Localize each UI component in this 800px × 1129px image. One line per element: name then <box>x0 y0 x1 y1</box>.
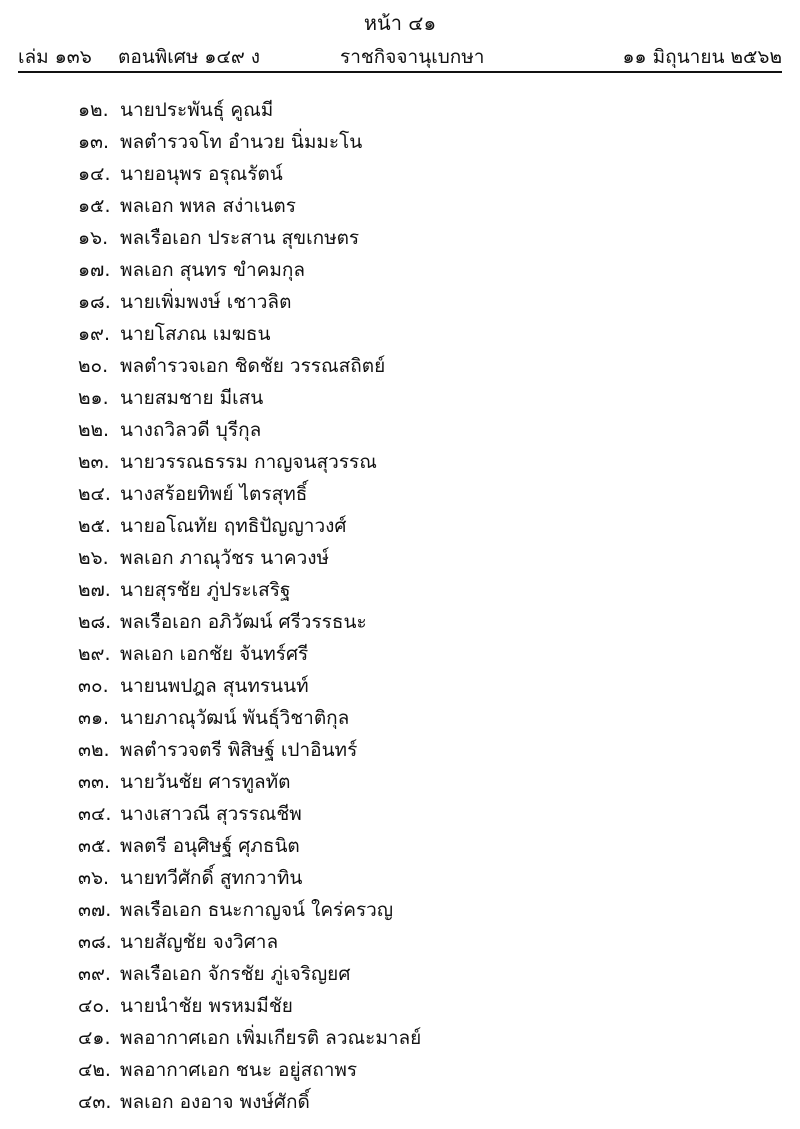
list-item <box>78 830 768 862</box>
list-item <box>78 478 768 510</box>
item-number: ๒๗. <box>78 579 111 601</box>
item-number: ๔๓. <box>78 1091 112 1113</box>
item-name: นายประพันธุ์ คูณมี <box>120 99 274 121</box>
item-name: นายวันชัย ศารทูลทัต <box>120 771 291 793</box>
list-item <box>78 254 768 286</box>
item-number: ๒๐. <box>78 355 109 377</box>
list-item <box>78 574 768 606</box>
item-number: ๓๓. <box>78 771 111 793</box>
item-name: พลตำรวจตรี พิสิษฐ์ เปาอินทร์ <box>120 739 358 761</box>
item-number: ๑๘. <box>78 291 111 313</box>
name-list <box>78 94 768 1118</box>
item-number: ๒๒. <box>78 419 110 441</box>
item-number: ๓๘. <box>78 931 112 953</box>
item-name: พลเอก ภาณุวัชร นาควงษ์ <box>120 547 330 569</box>
item-number: ๓๕. <box>78 835 112 857</box>
item-number: ๓๗. <box>78 899 112 921</box>
item-name: นายสัญชัย จงวิศาล <box>120 931 279 953</box>
volume-label: เล่ม ๑๓๖ <box>18 46 92 68</box>
item-number: ๒๘. <box>78 611 112 633</box>
item-name: นายนพปฎล สุนทรนนท์ <box>120 675 309 697</box>
item-name: พลอากาศเอก เพิ่มเกียรติ ลวณะมาลย์ <box>120 1027 422 1049</box>
list-item <box>78 222 768 254</box>
list-item <box>78 734 768 766</box>
item-name: พลเรือเอก ประสาน สุขเกษตร <box>120 227 360 249</box>
publication-title: ราชกิจจานุเบกษา <box>340 46 485 68</box>
header-divider <box>18 71 782 73</box>
item-name: นายเพิ่มพงษ์ เชาวลิต <box>120 291 292 313</box>
item-number: ๒๑. <box>78 387 109 409</box>
list-item <box>78 190 768 222</box>
item-name: นางเสาวณี สุวรรณชีพ <box>120 803 302 825</box>
item-name: นายโสภณ เมฆธน <box>120 323 271 345</box>
item-number: ๑๗. <box>78 259 111 281</box>
item-number: ๒๖. <box>78 547 109 569</box>
item-number: ๑๓. <box>78 131 110 153</box>
list-item <box>78 638 768 670</box>
item-name: พลตรี อนุศิษฐ์ ศุภธนิต <box>120 835 300 857</box>
item-number: ๒๔. <box>78 483 111 505</box>
list-item <box>78 158 768 190</box>
item-number: ๓๑. <box>78 707 110 729</box>
list-item <box>78 1086 768 1118</box>
item-number: ๑๒. <box>78 99 109 121</box>
item-number: ๑๖. <box>78 227 109 249</box>
list-item <box>78 414 768 446</box>
item-name: นายสุรชัย ภู่ประเสริฐ <box>120 579 291 601</box>
list-item <box>78 350 768 382</box>
list-item <box>78 542 768 574</box>
item-name: พลตำรวจเอก ชิดชัย วรรณสถิตย์ <box>120 355 386 377</box>
item-name: นายอนุพร อรุณรัตน์ <box>120 163 283 185</box>
item-number: ๔๐. <box>78 995 111 1017</box>
item-name: พลอากาศเอก ชนะ อยู่สถาพร <box>120 1059 358 1081</box>
item-name: นางถวิลวดี บุรีกุล <box>120 419 262 441</box>
item-number: ๓๖. <box>78 867 110 889</box>
item-number: ๔๒. <box>78 1059 111 1081</box>
gazette-header <box>18 44 782 70</box>
list-item <box>78 862 768 894</box>
item-number: ๔๑. <box>78 1027 111 1049</box>
list-item <box>78 798 768 830</box>
item-number: ๒๙. <box>78 643 111 665</box>
item-name: นายนำชัย พรหมมีชัย <box>120 995 293 1017</box>
list-item <box>78 318 768 350</box>
list-item <box>78 1054 768 1086</box>
issue-label: ตอนพิเศษ ๑๔๙ ง <box>118 46 261 68</box>
item-name: พลเรือเอก จักรชัย ภู่เจริญยศ <box>120 963 351 985</box>
item-name: นายวรรณธรรม กาญจนสุวรรณ <box>120 451 377 473</box>
item-number: ๑๙. <box>78 323 111 345</box>
item-number: ๓๐. <box>78 675 109 697</box>
list-item <box>78 702 768 734</box>
item-name: นายทวีศักดิ์ สูทกวาทิน <box>120 867 303 889</box>
item-name: พลเอก เอกชัย จันทร์ศรี <box>120 643 309 665</box>
page-number: หน้า ๔๑ <box>363 11 437 35</box>
list-item <box>78 894 768 926</box>
item-name: นางสร้อยทิพย์ ไตรสุทธิ์ <box>120 483 308 505</box>
list-item <box>78 286 768 318</box>
list-item <box>78 926 768 958</box>
list-item <box>78 446 768 478</box>
list-item <box>78 958 768 990</box>
item-number: ๒๓. <box>78 451 110 473</box>
list-item <box>78 1022 768 1054</box>
list-item <box>78 94 768 126</box>
list-item <box>78 990 768 1022</box>
list-item <box>78 510 768 542</box>
list-item <box>78 766 768 798</box>
item-name: นายอโณทัย ฤทธิปัญญาวงศ์ <box>120 515 347 537</box>
item-name: นายสมชาย มีเสน <box>120 387 264 409</box>
item-number: ๓๔. <box>78 803 112 825</box>
publication-date: ๑๑ มิถุนายน ๒๕๖๒ <box>622 46 782 68</box>
list-item <box>78 670 768 702</box>
item-name: พลตำรวจโท อำนวย นิ่มมะโน <box>120 131 363 153</box>
item-name: พลเอก สุนทร ขำคมกุล <box>120 259 306 281</box>
item-name: พลเอก องอาจ พงษ์ศักดิ์ <box>120 1091 310 1113</box>
list-item <box>78 606 768 638</box>
item-number: ๒๕. <box>78 515 111 537</box>
item-number: ๓๙. <box>78 963 111 985</box>
item-number: ๑๕. <box>78 195 111 217</box>
item-name: นายภาณุวัฒน์ พันธุ์วิชาติกุล <box>120 707 350 729</box>
item-name: พลเรือเอก อภิวัฒน์ ศรีวรรธนะ <box>120 611 367 633</box>
item-number: ๓๒. <box>78 739 110 761</box>
list-item <box>78 126 768 158</box>
item-name: พลเอก พหล สง่าเนตร <box>120 195 296 217</box>
item-number: ๑๔. <box>78 163 111 185</box>
item-name: พลเรือเอก ธนะกาญจน์ ใคร่ครวญ <box>120 899 394 921</box>
list-item <box>78 382 768 414</box>
